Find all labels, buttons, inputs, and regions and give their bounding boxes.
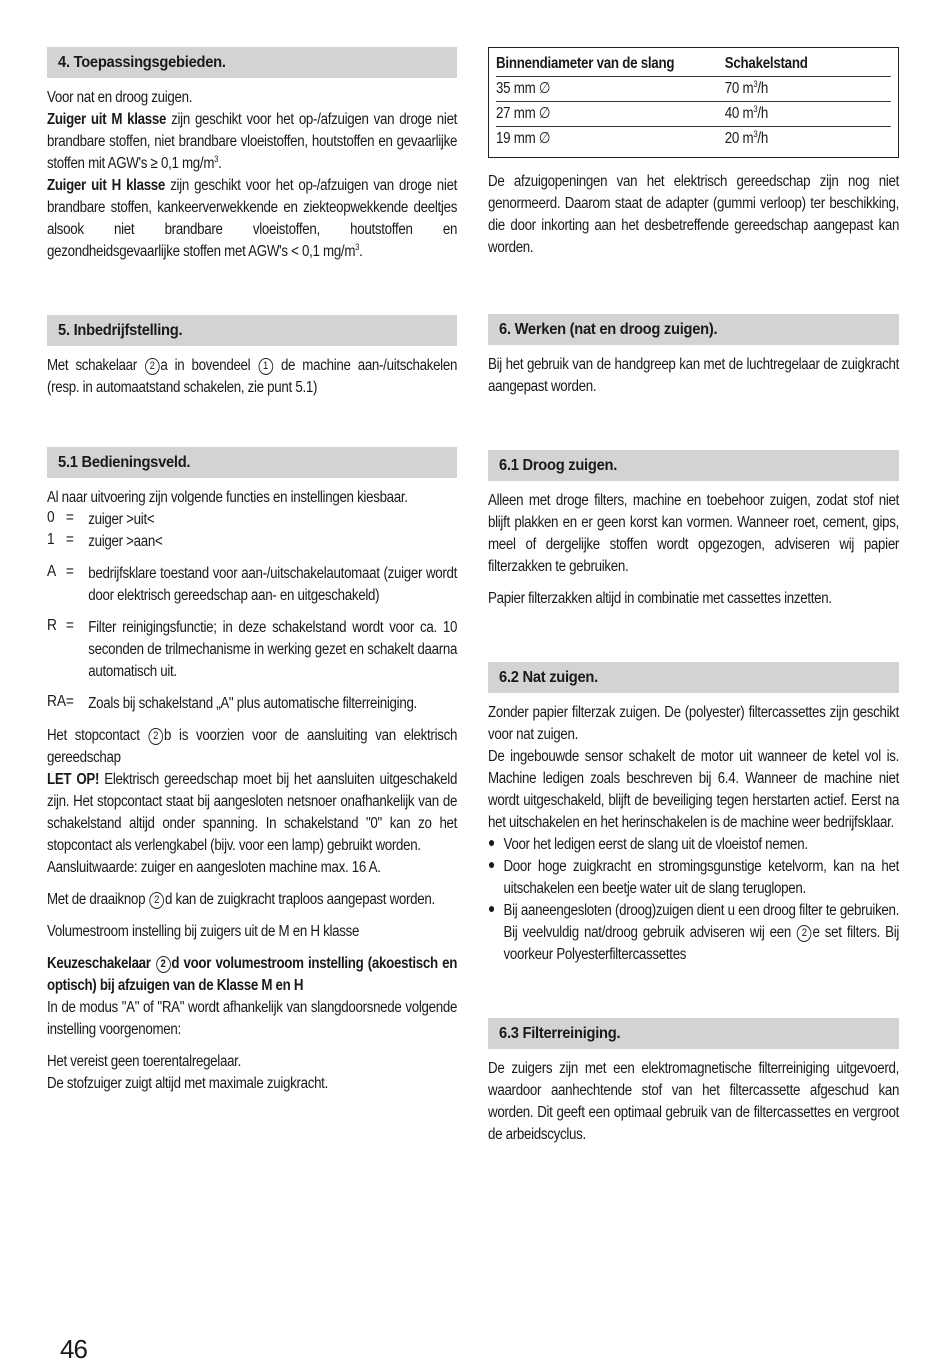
m-class-lead: Zuiger uit M klasse	[47, 111, 167, 128]
section-5-heading: 5. Inbedrijfstelling.	[47, 315, 457, 346]
setting-value: 40 m	[724, 105, 754, 122]
section-51-body	[47, 487, 457, 1095]
section-51-header	[47, 447, 457, 478]
section-63-heading: 6.3 Filterreiniging.	[488, 1018, 899, 1049]
section-62-heading: 6.2 Nat zuigen.	[488, 662, 899, 693]
s5-text-c: de machine aan-/uitschakelen (resp. in automaatstand schakelen, zie punt 5.1)	[47, 357, 458, 396]
s62-paragraph-1: Zonder papier filterzak zuigen. De (polyester) filtercassettes zijn geschikt voor nat zuigen.	[488, 704, 900, 743]
table-header-row	[496, 52, 891, 77]
keuze-text-b: d voor volumestroom instelling (akoestisch en optisch) bij afzuigen van de Klasse M en H	[47, 955, 458, 994]
circled-number-icon: 2	[145, 358, 160, 375]
def-value: Zoals bij schakelstand „A" plus automatische filterreiniging.	[88, 695, 417, 712]
hose-table-inner	[496, 52, 891, 151]
def-eq: =	[65, 563, 74, 580]
table-cell-diameter: 35 mm ∅	[496, 80, 551, 97]
afzuig-body	[488, 171, 899, 259]
list-item	[488, 900, 899, 966]
s63-paragraph: De zuigers zijn met een elektromagnetische filterreiniging uitgevoerd, waardoor aanhechtende stof van het filtercassette afgeschud kan worden. Dit geeft een optimaal gebruik van de filtercassettes en vergroot de arbeidscyclus.	[488, 1060, 900, 1143]
s5-text-b: a in bovendeel	[160, 357, 258, 374]
list-item	[488, 856, 899, 900]
bullet-text: Voor het ledigen eerst de slang uit de vloeistof nemen.	[503, 836, 808, 853]
section-5-header	[47, 315, 457, 346]
unit-sup: 3	[753, 103, 758, 114]
vereist-line: Het vereist geen toerentalregelaar.	[47, 1053, 241, 1070]
s61-paragraph-2: Papier filterzakken altijd in combinatie met cassettes inzetten.	[488, 590, 832, 607]
m-class-paragraph	[47, 109, 457, 175]
s5-text-a: Met schakelaar	[47, 357, 145, 374]
section-51-heading: 5.1 Bedieningsveld.	[47, 447, 457, 478]
circled-number-icon: 2	[156, 956, 171, 973]
circled-number-icon: 2	[797, 925, 812, 942]
table-cell-setting	[725, 127, 768, 151]
def-value: zuiger >uit<	[88, 511, 155, 528]
left-column	[47, 47, 457, 1095]
def-key: RA	[47, 693, 67, 710]
def-key: 1	[47, 531, 55, 548]
def-eq: =	[65, 617, 74, 634]
section-6-header	[488, 314, 899, 345]
draai-text-b: d kan de zuigkracht traploos aangepast worden.	[164, 891, 435, 908]
warning-paragraph	[47, 769, 457, 857]
circled-number-icon: 2	[149, 892, 164, 909]
s51-intro: Al naar uitvoering zijn volgende functies en instellingen kiesbaar.	[47, 489, 408, 506]
page-number: 46	[60, 1334, 87, 1364]
def-item	[47, 693, 457, 715]
section-62-body	[488, 702, 899, 966]
h-class-text: zijn geschikt voor het op-/afzuigen van droge niet brandbare stoffen, kankeerverwekkende en ziekteopwekkende deeltjes alsook niet brandbare vloeistoffen, houtstoffen en gezondheidsgevaarlijke stoffen met AGW's < 0,1 mg/m	[47, 177, 458, 260]
section-6-body	[488, 354, 899, 398]
m-class-text: zijn geschikt voor het op-/afzuigen van droge niet brandbare stoffen, niet brandbare vloeistoffen, houtstoffen en gevaarlijke stoffen mit AGW's ≥ 0,1 mg/m	[47, 111, 458, 172]
draaiknop-paragraph	[47, 889, 457, 911]
table-cell-setting	[725, 102, 768, 126]
def-item	[47, 531, 457, 553]
afzuig-paragraph: De afzuigopeningen van het elektrisch gereedschap zijn nog niet genormeerd. Daarom staat de adapter (gummi verloop) ter beschikking, die door inkorting aan het desbetreffende gereedschap aangepast kan worden.	[488, 173, 900, 256]
hose-table	[488, 47, 899, 158]
stop-text-b: b is voorzien voor de aansluiting van elektrisch gereedschap	[47, 727, 458, 766]
section-6-paragraph: Bij het gebruik van de handgreep kan met de luchtregelaar de zuigkracht aangepast worden.	[488, 356, 900, 395]
h-class-paragraph	[47, 175, 457, 263]
keuze-text-a: Keuzeschakelaar	[47, 955, 155, 972]
h-class-lead: Zuiger uit H klasse	[47, 177, 166, 194]
m-sup: 3	[214, 153, 219, 164]
def-value: bedrijfsklare toestand voor aan-/uitschakelautomaat (zuiger wordt door elektrisch gereedschap aan- en uitgeschakeld)	[88, 565, 458, 604]
unit-sup: 3	[753, 128, 758, 139]
def-key: 0	[47, 509, 55, 526]
table-row	[496, 127, 891, 151]
circled-number-icon: 1	[258, 358, 273, 375]
stop-text-a: Het stopcontact	[47, 727, 148, 744]
table-header-setting: Schakelstand	[724, 55, 808, 72]
def-key: R	[47, 617, 57, 634]
setting-unit: /h	[757, 105, 769, 122]
def-item	[47, 509, 457, 531]
section-61-heading: 6.1 Droog zuigen.	[488, 450, 899, 481]
section-4-heading: 4. Toepassingsgebieden.	[47, 47, 457, 78]
table-row	[496, 77, 891, 102]
aansluit-paragraph: Aansluitwaarde: zuiger en aangesloten machine max. 16 A.	[47, 859, 381, 876]
stofzuiger-line: De stofzuiger zuigt altijd met maximale zuigkracht.	[47, 1075, 328, 1092]
def-key: A	[47, 563, 57, 580]
def-eq: =	[65, 509, 74, 526]
right-column	[488, 47, 899, 1146]
def-item	[47, 563, 457, 607]
stopcontact-paragraph	[47, 725, 457, 769]
bullet-icon: ●	[488, 856, 496, 872]
table-cell-diameter: 19 mm ∅	[496, 130, 551, 147]
bullet-icon: ●	[488, 900, 496, 916]
section-6-heading: 6. Werken (nat en droog zuigen).	[488, 314, 899, 345]
volume-paragraph: Volumestroom instelling bij zuigers uit de M en H klasse	[47, 923, 360, 940]
h-end: .	[359, 243, 363, 260]
h-sup: 3	[355, 241, 360, 252]
draai-text-a: Met de draaiknop	[47, 891, 149, 908]
table-header-diameter: Binnendiameter van de slang	[496, 55, 675, 72]
warning-label: LET OP!	[47, 771, 100, 788]
def-value: Filter reinigingsfunctie; in deze schakelstand wordt voor ca. 10 seconden de trilmechanisme in werking gezet en schakelt daarna automatisch uit.	[88, 619, 458, 680]
circled-number-icon: 2	[148, 728, 163, 745]
section-4-intro: Voor nat en droog zuigen.	[47, 89, 193, 106]
section-4-header	[47, 47, 457, 78]
section-61-body	[488, 490, 899, 610]
setting-unit: /h	[757, 130, 769, 147]
def-value: zuiger >aan<	[88, 533, 163, 550]
unit-sup: 3	[753, 78, 758, 89]
b3-text-a: Bij aaneengesloten (droog)zuigen dient u een droog filter te gebruiken. Bij veelvuldig nat/droog gebruik adviseren wij een	[503, 902, 900, 941]
s61-paragraph-1: Alleen met droge filters, machine en toebehoor zuigen, zodat stof niet blijft plakken en er geen korst kan vormen. Wanneer roet, cement, gips, meel of dergelijke stoffen wordt opgezogen, adviseren wij papier filterzakken te gebruiken.	[488, 492, 900, 575]
def-eq: =	[65, 693, 74, 710]
def-eq: =	[65, 531, 74, 548]
section-61-header	[488, 450, 899, 481]
section-63-header	[488, 1018, 899, 1049]
modus-paragraph: In de modus "A" of "RA" wordt afhankelijk van slangdoorsnede volgende instelling voorgenomen:	[47, 999, 458, 1038]
warning-text: Elektrisch gereedschap moet bij het aansluiten uitgeschakeld zijn. Het stopcontact staat bij aangesloten netsnoer onafhankelijk van de schakelstand altijd onder spanning. In schakelstand "0" kan zo het stopcontact als verlengkabel (bijv. voor een lamp) gebruikt worden.	[47, 771, 458, 854]
section-62-header	[488, 662, 899, 693]
bullet-text	[503, 900, 899, 966]
setting-value: 20 m	[724, 130, 754, 147]
section-63-body	[488, 1058, 899, 1146]
section-4-body	[47, 87, 457, 263]
bullet-text: Door hoge zuigkracht en stromingsgunstige ketelvorm, kan na het uitschakelen een beetje water uit de slang teruglopen.	[503, 858, 900, 897]
section-5-body	[47, 355, 457, 399]
section-5-paragraph	[47, 355, 457, 399]
def-item	[47, 617, 457, 683]
bullet-icon: ●	[488, 834, 496, 850]
table-cell-setting	[725, 77, 768, 101]
m-end: .	[218, 155, 222, 172]
table-cell-diameter: 27 mm ∅	[496, 105, 551, 122]
b3-text-b: e set filters. Bij voorkeur Polyesterfiltercassettes	[503, 924, 900, 963]
setting-value: 70 m	[724, 80, 754, 97]
keuze-paragraph	[47, 953, 457, 997]
list-item	[488, 834, 899, 856]
s62-paragraph-2: De ingebouwde sensor schakelt de motor uit wanneer de ketel vol is. Machine ledigen zoals beschreven bij 6.4. Wanneer de machine niet wordt uitgeschakeld, blijft de beveiliging tegen herstarten actief. Eerst na het uitschakelen en het herinschakelen is de machine weer bedrijfsklaar.	[488, 748, 900, 831]
setting-unit: /h	[757, 80, 769, 97]
table-row	[496, 102, 891, 127]
